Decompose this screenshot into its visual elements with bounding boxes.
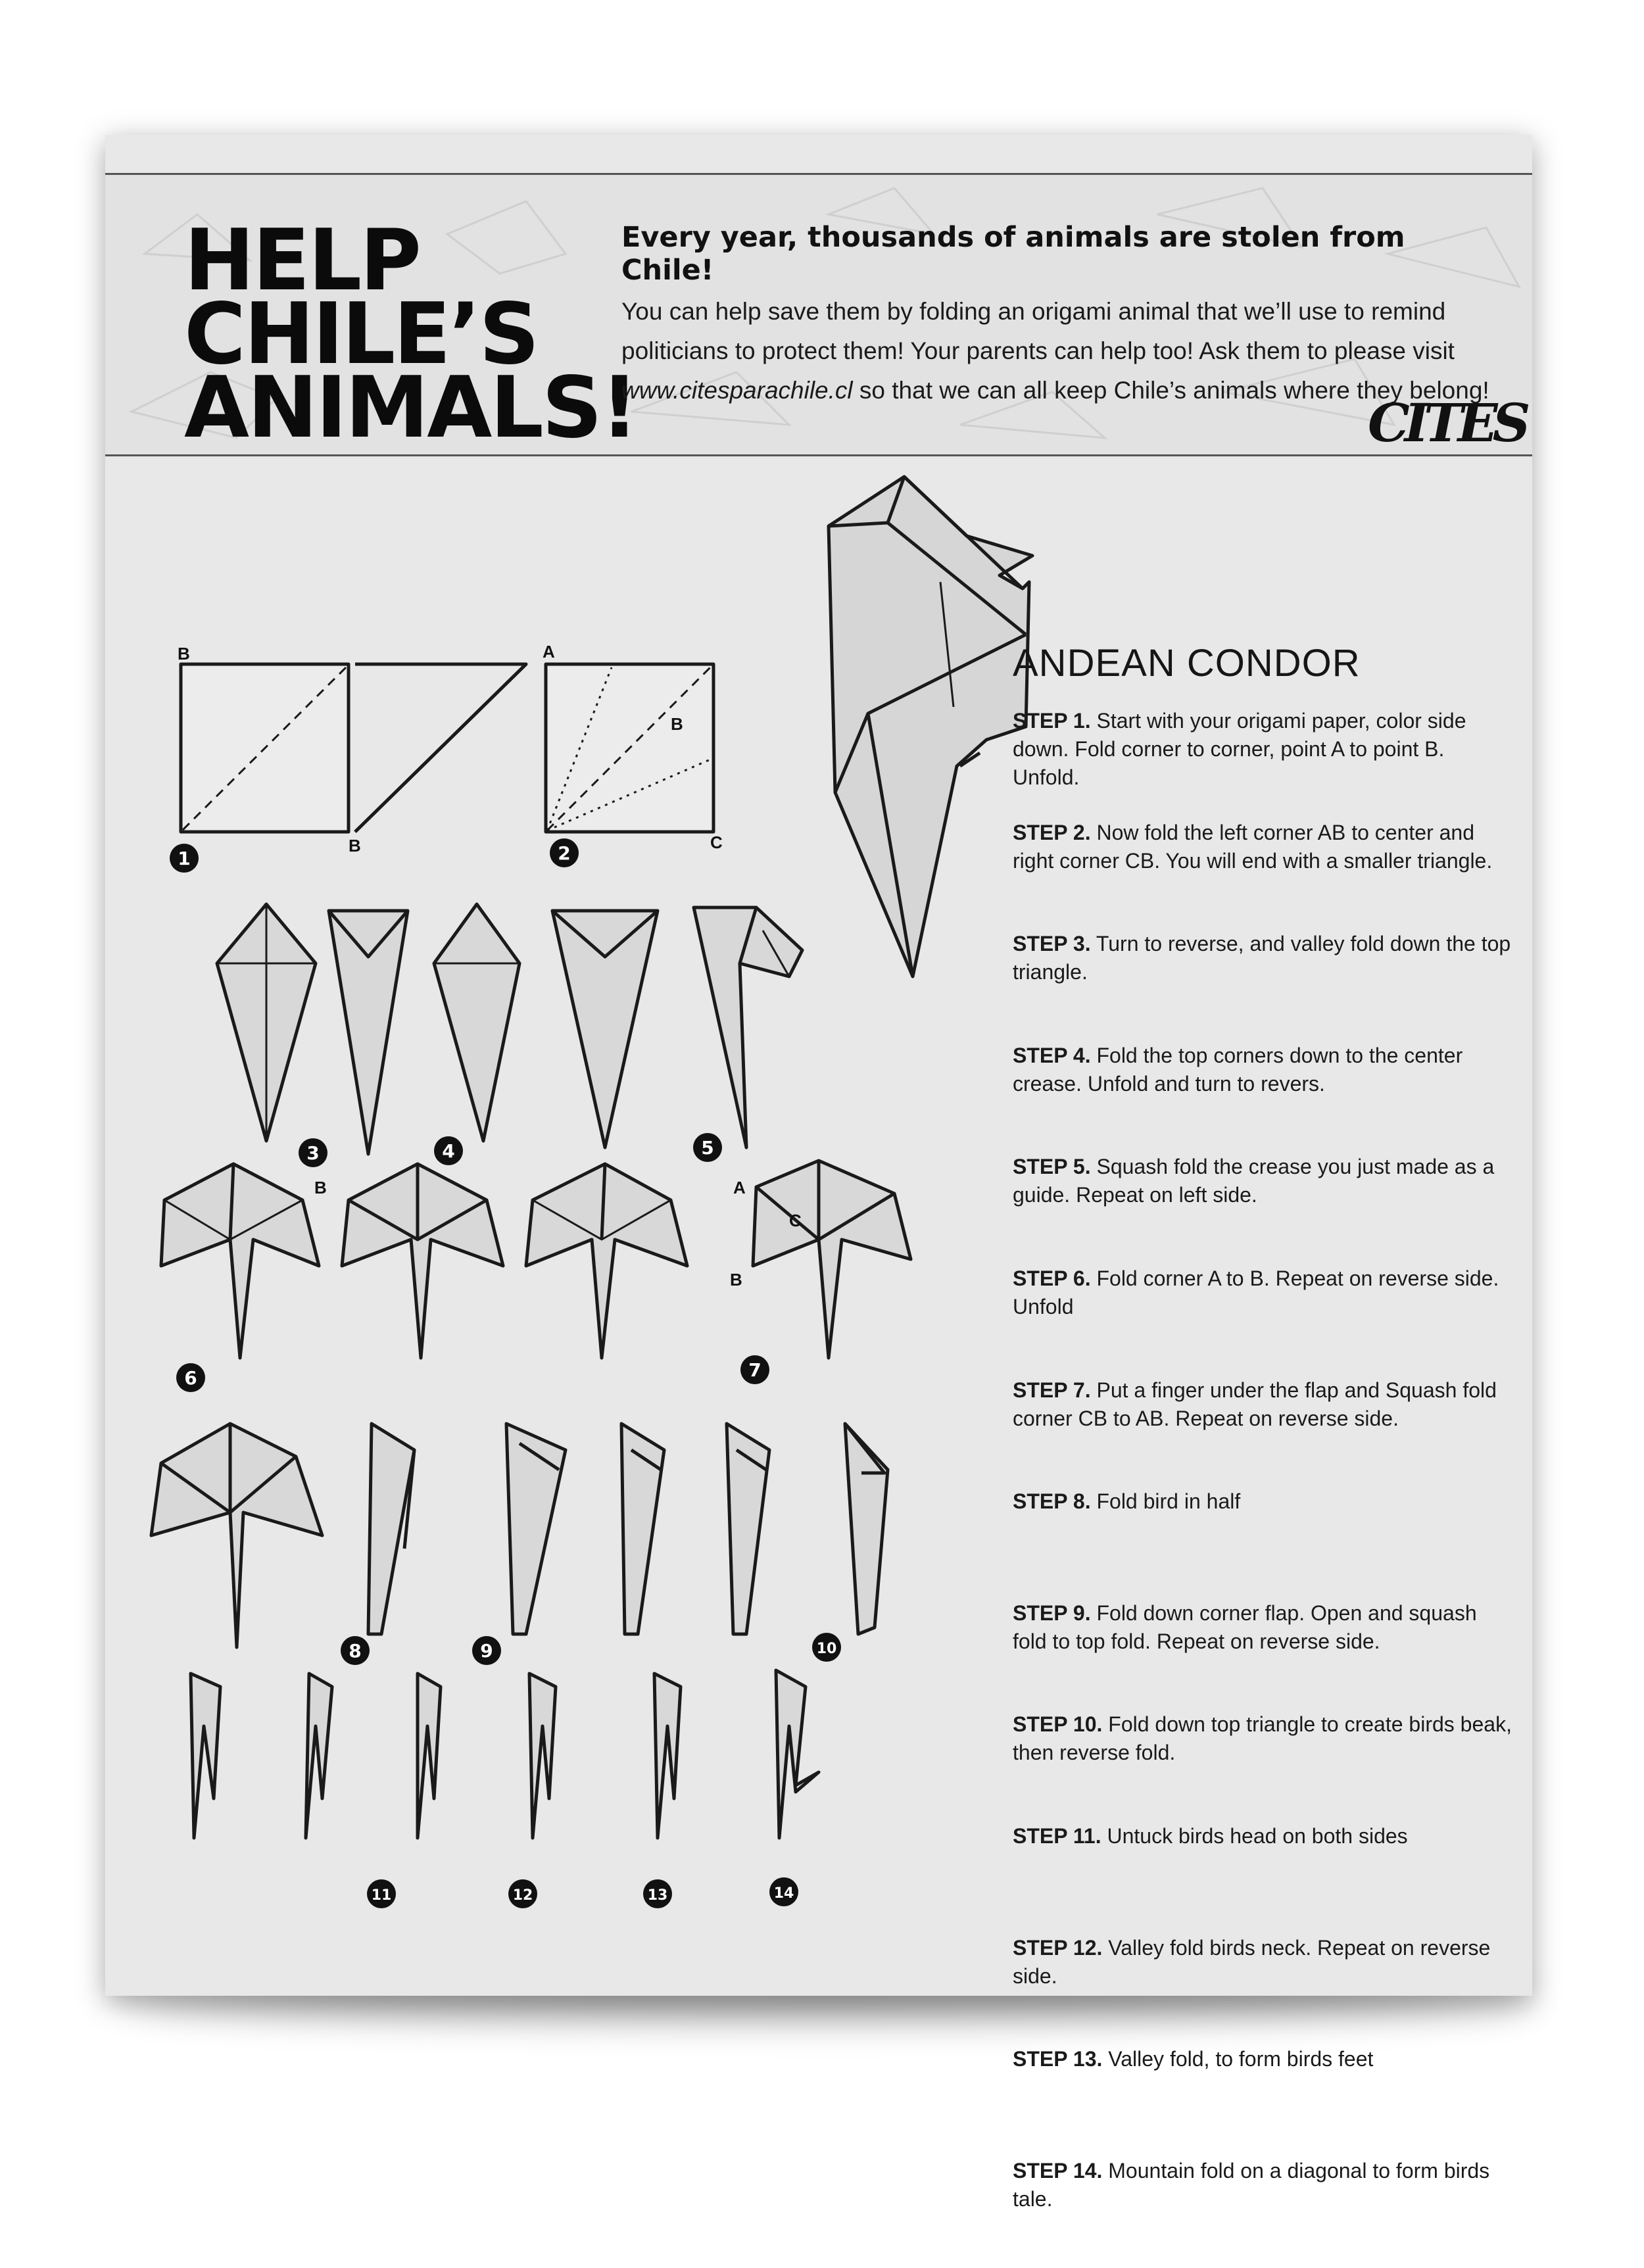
step-6b-diagram <box>342 1164 503 1358</box>
point-label: B <box>314 1178 327 1197</box>
step-7-diagram <box>753 1161 911 1358</box>
step-10-diagram <box>845 1424 888 1634</box>
instruction-step <box>1013 1822 1512 1934</box>
instruction-step <box>1013 819 1512 930</box>
condor-final-illustration <box>829 477 1032 977</box>
svg-text:11: 11 <box>371 1887 392 1904</box>
step-label: STEP 7. <box>1013 1378 1091 1402</box>
step-13-diagram <box>654 1674 681 1838</box>
svg-text:12: 12 <box>512 1887 533 1904</box>
step-label: STEP 3. <box>1013 932 1091 956</box>
instruction-step <box>1013 1153 1512 1265</box>
instruction-steps <box>1013 707 1512 2268</box>
step-11-diagram <box>191 1674 441 1838</box>
instruction-step <box>1013 1265 1512 1376</box>
title-line: ANIMALS! <box>184 359 637 457</box>
svg-text:4: 4 <box>442 1140 455 1162</box>
instruction-step <box>1013 2157 1512 2268</box>
svg-text:13: 13 <box>647 1887 668 1904</box>
step-number-badge <box>812 1633 841 1662</box>
steps-heading: ANDEAN CONDOR <box>1013 642 1361 685</box>
point-label: A <box>733 1178 746 1197</box>
step-number-badge <box>769 1877 798 1906</box>
svg-text:10: 10 <box>816 1641 837 1657</box>
intro-body-start: You can help save them by folding an origami animal that we’ll use to remind politicians to protect them! Your parents can help too! Ask them to please visit <box>621 298 1455 364</box>
step-text: Fold bird in half <box>1090 1489 1241 1514</box>
point-label: B <box>671 714 683 734</box>
instruction-step <box>1013 1710 1512 1822</box>
step-text: Mountain fold on a diagonal to form birds tale. <box>1013 2158 1490 2211</box>
step-text: Put a finger under the flap and Squash fold corner CB to AB. Repeat on reverse side. <box>1013 1378 1497 1430</box>
intro-body-end: so that we can all keep Chile’s animals where they belong! <box>852 377 1489 404</box>
svg-text:14: 14 <box>773 1885 794 1902</box>
instruction-step <box>1013 930 1512 1042</box>
step-label: STEP 2. <box>1013 820 1091 844</box>
point-label: C <box>789 1211 802 1230</box>
step-label: STEP 14. <box>1013 2158 1103 2183</box>
point-label: A <box>543 642 555 662</box>
step-number-badge <box>693 1133 722 1162</box>
step-number-badge <box>341 1636 370 1665</box>
step-number-badge <box>550 838 579 867</box>
instruction-step <box>1013 1599 1512 1711</box>
step-number-badge <box>367 1879 396 1908</box>
step-6c-diagram <box>526 1164 687 1358</box>
step-3-diagram <box>217 904 408 1154</box>
step-label: STEP 8. <box>1013 1489 1091 1514</box>
step-number-badge <box>299 1138 327 1167</box>
step-number-badge <box>472 1636 501 1665</box>
step-label: STEP 13. <box>1013 2047 1103 2071</box>
title-line: CHILE’S <box>184 285 538 383</box>
svg-text:9: 9 <box>480 1640 493 1662</box>
website-link[interactable]: www.citesparachile.cl <box>621 377 853 404</box>
step-text: Fold down corner flap. Open and squash fold to top fold. Repeat on reverse side. <box>1013 1601 1477 1653</box>
point-label: B <box>178 644 190 664</box>
point-label: B <box>730 1270 742 1290</box>
svg-text:6: 6 <box>184 1367 197 1389</box>
step-text: Fold down top triangle to create birds beak, then reverse fold. <box>1013 1712 1512 1765</box>
step-label: STEP 9. <box>1013 1601 1091 1625</box>
step-number-badge <box>740 1355 769 1384</box>
step-label: STEP 6. <box>1013 1266 1091 1290</box>
step-label: STEP 12. <box>1013 1935 1103 1960</box>
step-text: Untuck birds head on both sides <box>1101 1823 1408 1848</box>
step-text: Valley fold, to form birds feet <box>1102 2047 1374 2071</box>
step-number-badge <box>643 1879 672 1908</box>
svg-text:2: 2 <box>558 842 571 864</box>
step-4-diagram <box>434 904 658 1147</box>
point-label: B <box>349 836 361 856</box>
step-number-badge <box>508 1879 537 1908</box>
step-1-diagram <box>181 664 526 832</box>
svg-text:8: 8 <box>349 1640 362 1662</box>
instruction-step <box>1013 1042 1512 1153</box>
step-2-diagram <box>546 664 713 832</box>
step-12-diagram <box>529 1674 556 1838</box>
step-5-diagram <box>694 907 802 1147</box>
step-number-badge <box>434 1136 463 1165</box>
instruction-step <box>1013 1376 1512 1488</box>
step-number-badge <box>170 844 199 873</box>
step-text: Now fold the left corner AB to center and right corner CB. You will end with a smaller triangle. <box>1013 820 1493 873</box>
svg-text:7: 7 <box>748 1359 762 1381</box>
svg-text:1: 1 <box>178 848 191 869</box>
worksheet-page <box>105 135 1532 2211</box>
title-line: HELP <box>184 212 420 310</box>
step-8-diagram <box>151 1424 414 1647</box>
step-text: Fold the top corners down to the center crease. Unfold and turn to revers. <box>1013 1043 1463 1096</box>
step-number-badge <box>176 1363 205 1392</box>
step-label: STEP 5. <box>1013 1155 1091 1179</box>
cites-logo: CITES <box>1368 392 1526 454</box>
instruction-step <box>1013 1487 1512 1599</box>
svg-text:3: 3 <box>306 1142 320 1164</box>
instruction-step <box>1013 707 1512 819</box>
intro-heading: Every year, thousands of animals are stolen from Chile! <box>621 221 1405 287</box>
step-9-diagram <box>506 1424 769 1634</box>
step-text: Squash fold the crease you just made as a guide. Repeat on left side. <box>1013 1155 1495 1207</box>
step-label: STEP 10. <box>1013 1712 1103 1737</box>
step-text: Turn to reverse, and valley fold down the top triangle. <box>1013 932 1511 984</box>
step-label: STEP 11. <box>1013 1823 1101 1848</box>
step-14-diagram <box>776 1670 819 1838</box>
instruction-step <box>1013 1934 1512 2046</box>
point-label: C <box>710 832 723 852</box>
step-6-diagram <box>161 1164 319 1358</box>
svg-text:5: 5 <box>701 1137 714 1159</box>
step-text: Valley fold birds neck. Repeat on reverse side. <box>1013 1935 1491 1988</box>
step-text: Start with your origami paper, color side down. Fold corner to corner, point A to point B. Unfold. <box>1013 709 1466 789</box>
step-label: STEP 4. <box>1013 1043 1091 1067</box>
step-label: STEP 1. <box>1013 709 1091 733</box>
instruction-step <box>1013 2045 1512 2157</box>
step-text: Fold corner A to B. Repeat on reverse side. Unfold <box>1013 1266 1499 1318</box>
